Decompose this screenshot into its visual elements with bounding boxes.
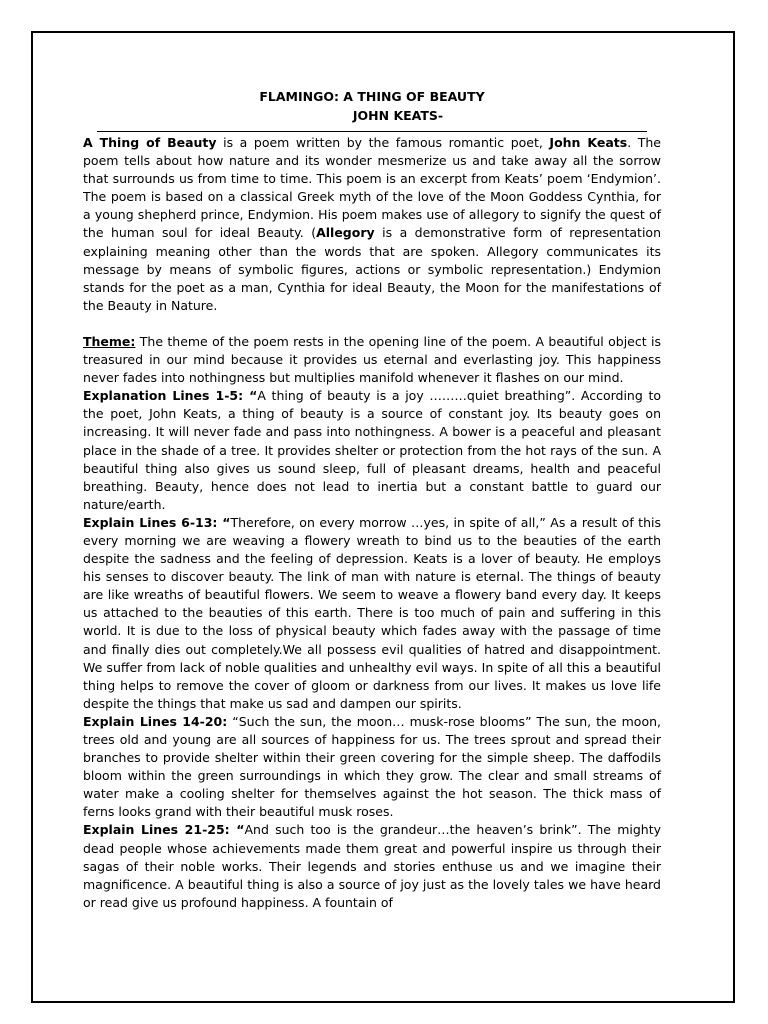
intro-text-2: . The poem tells about how nature and its wonder mesmerize us and take away all the sorrow that surrounds us from time to time. This poem is an excerpt from Keats’ poem ‘Endymion’. The poem is based on a classical Greek myth of the love of the Moon Goddess Cynthia, for a young shepherd prince, Endymion. His poem makes use of allegory to signify the quest of the human soul for ideal Beauty. ( — [83, 135, 661, 241]
document-body — [83, 87, 661, 912]
intro-text-3: is a demonstrative form of representation explaining meaning other than the words that are spoken. Allegory communicates its message by means of symbolic figures, actions or symbolic representation.) Endymion stands for the poet as a man, Cynthia for ideal Beauty, the Moon for the manifestations of the Beauty in Nature. — [83, 225, 661, 313]
intro-paragraph — [83, 134, 661, 315]
intro-poet-bold: John Keats — [549, 135, 628, 150]
theme-paragraph — [83, 333, 661, 387]
section-quote-mark: “ — [217, 514, 231, 530]
section-label: Explanation Lines 1-5: — [83, 388, 244, 404]
intro-title-bold: A Thing of Beauty — [83, 135, 217, 150]
section-label: Explain Lines 6-13: — [83, 514, 218, 530]
section-text: A thing of beauty is a joy ………quiet breathing”. According to the poet, John Keats, a thing of beauty is a source of constant joy. Its beauty goes on increasing. It will never fade and pass into nothingness. A bower is a peaceful and pleasant place in the shade of a tree. It provides shelter or protection from the hot rays of the sun. A beautiful thing also gives us sound sleep, full of pleasant dreams, health and peaceful breathing. Beauty, hence does not lead to inertia but a constant battle to guard our nature/earth. — [83, 388, 661, 512]
intro-text-1: is a poem written by the famous romantic poet, — [216, 135, 550, 150]
theme-text: The theme of the poem rests in the opening line of the poem. A beautiful object is treasured in our mind because it provides us eternal and everlasting joy. This happiness never fades into nothingness but multiplies manifold whenever it flashes on our mind. — [83, 333, 661, 386]
section-text: And such too is the grandeur…the heaven’s brink”. The mighty dead people whose achievements made them great and powerful inspire us through their sagas of their noble works. Their legends and stories enthuse us and we imagine their magnificence. A beautiful thing is also a source of joy just as the lovely tales we have heard or read give us profound happiness. A fountain of — [83, 822, 661, 910]
section-lines-14-20 — [83, 713, 661, 822]
section-lines-1-5 — [83, 387, 661, 514]
document-title: FLAMINGO: A THING OF BEAUTY — [259, 89, 485, 104]
theme-label: Theme: — [83, 333, 136, 349]
paragraph-spacer — [83, 315, 661, 333]
page-frame — [31, 31, 735, 1003]
section-text: “Such the sun, the moon… musk-rose blooms” The sun, the moon, trees old and young are all sources of happiness for us. The trees sprout and spread their branches to provide shelter within their green covering for the simple sheep. The daffodils bloom within the green surroundings in which they grow. The clear and small streams of water make a cooling shelter for themselves against the hot season. The thick mass of ferns looks grand with their beautiful musk roses. — [83, 713, 661, 820]
title-divider — [97, 131, 647, 132]
section-text: Therefore, on every morrow …yes, in spite of all,” As a result of this every morning we are weaving a flowery wreath to bind us to the beauties of the earth despite the sadness and the feeling of depression. Keats is a lover of beauty. He employs his senses to discover beauty. The link of man with nature is eternal. The things of beauty are like wreaths of beautiful flowers. We seem to weave a flowery band every day. It keeps us attached to the beauties of this earth. There is too much of pain and suffering in this world. It is due to the loss of physical beauty which fades away with the passage of time and finally dies out completely.We all possess evil qualities of hatred and disappointment. We suffer from lack of noble qualities and unhealthy evil ways. In spite of all this a beautiful thing helps to remove the cover of gloom or darkness from our lives. It makes us love life despite the things that make us sad and dampen our spirits. — [83, 514, 661, 711]
section-label: Explain Lines 21-25: — [83, 822, 230, 838]
section-lines-6-13 — [83, 514, 661, 713]
section-quote-mark: “ — [229, 822, 245, 838]
document-author: JOHN KEATS- — [352, 108, 444, 123]
section-lines-21-25 — [83, 821, 661, 911]
intro-allegory-bold: Allegory — [316, 225, 375, 241]
section-quote-mark: “ — [243, 388, 258, 404]
section-label: Explain Lines 14-20: — [83, 713, 228, 729]
